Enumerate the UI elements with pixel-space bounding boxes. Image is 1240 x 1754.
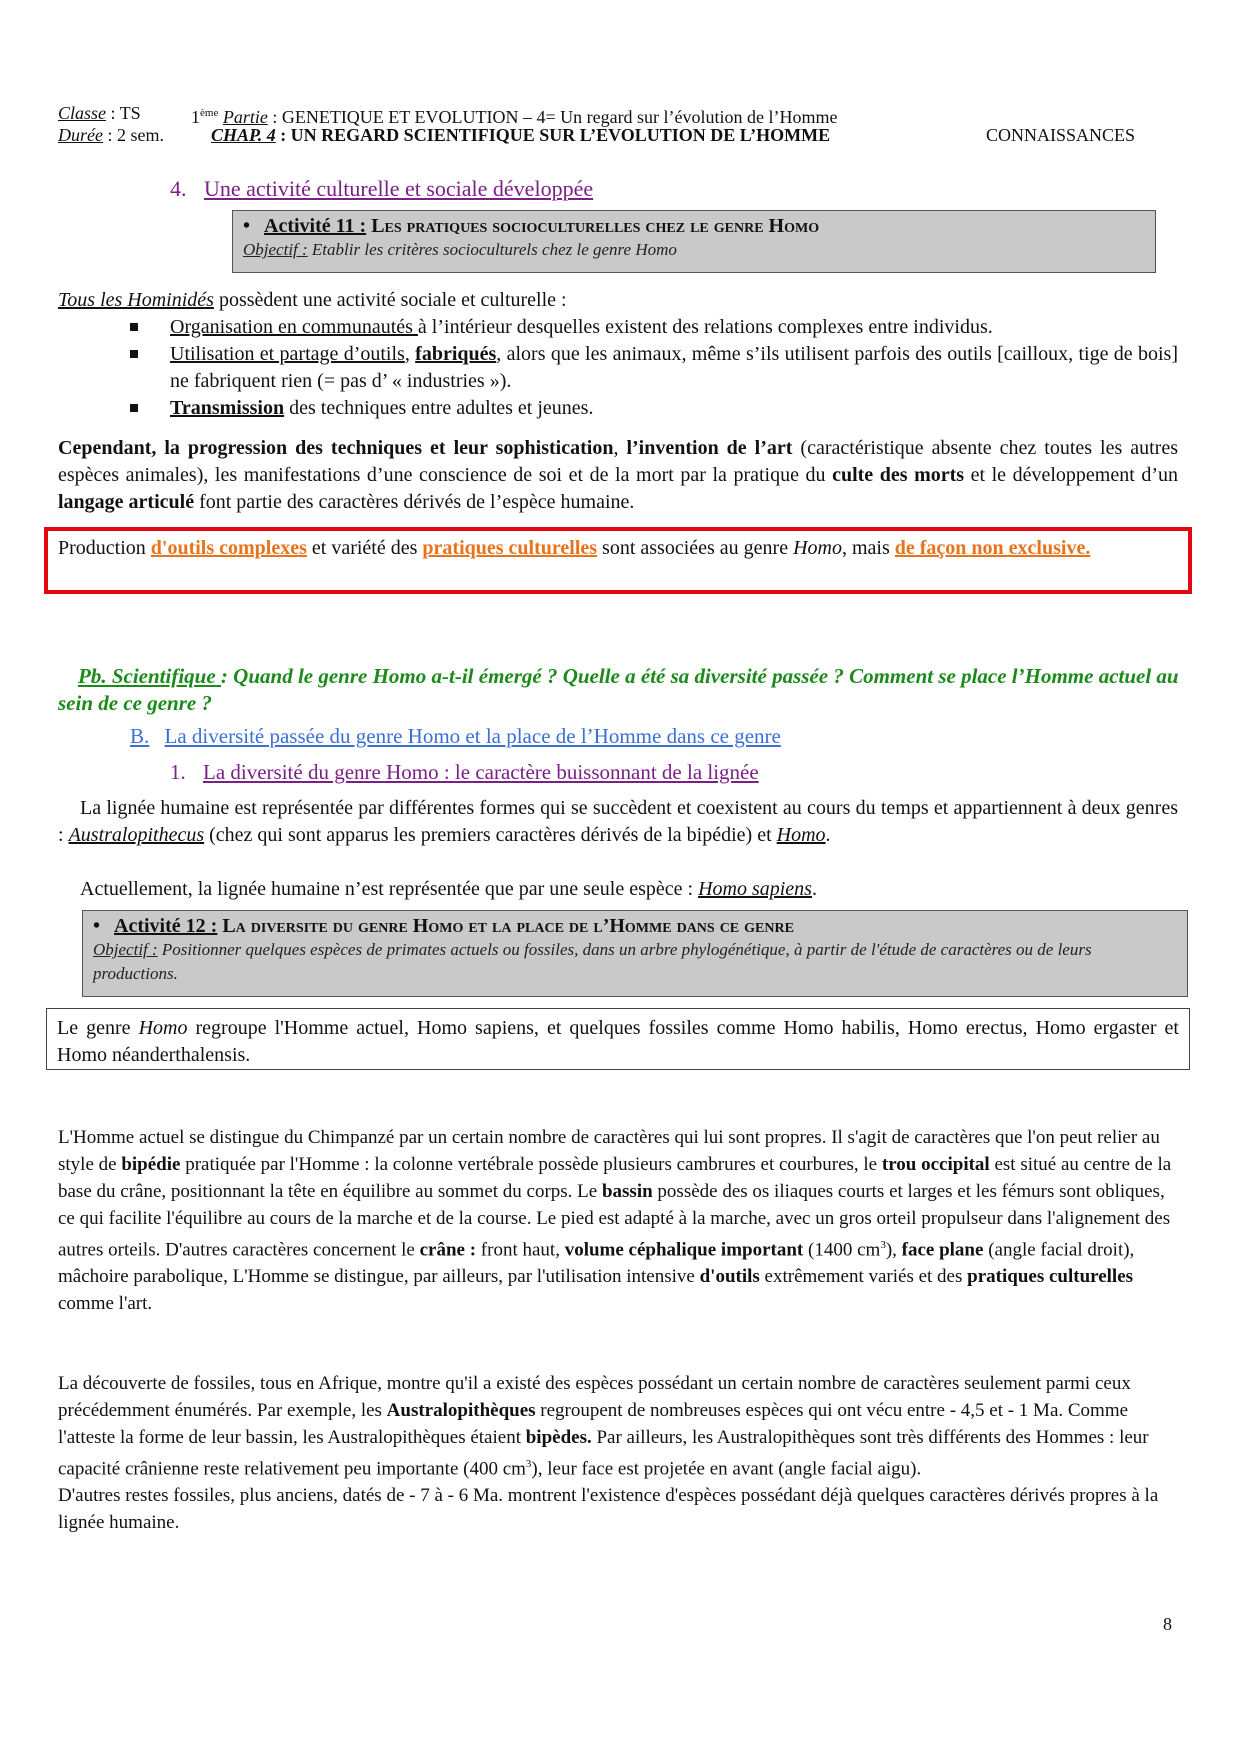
text-run: La découverte de fossiles, tous en Afrique, montre qu'il a existé des espèces possédant un certain nombre de caractères seulement parmi ceux précédemment énumérés. Par exemple, les — [58, 1373, 1131, 1421]
activity-12-bullet: • — [93, 915, 101, 937]
genus-name: Homo — [793, 537, 842, 559]
chap-title: : UN REGARD SCIENTIFIQUE SUR L’EVOLUTION DE L’HOMME — [275, 125, 831, 145]
list-item-underlined: Utilisation et partage d’outils — [170, 343, 405, 365]
highlight-phrase: de façon non exclusive. — [894, 537, 1091, 559]
text-run: , mais — [841, 537, 895, 559]
square-bullet-icon — [130, 350, 138, 358]
list-item-comma: , — [404, 343, 416, 365]
activity-12-objective-text: Positionner quelques espèces de primates actuels ou fossiles, dans un arbre phylogénétique, à partir de l'étude de caractères ou de leurs productions. — [93, 940, 1092, 983]
text-run: et variété des — [306, 537, 423, 559]
bold-phrase: Australopithèques — [386, 1400, 536, 1421]
text-run: et le développement d’un — [964, 464, 1179, 486]
text-run: Par ailleurs, les Australopithèques sont très différents des Hommes : leur capacité crânienne reste relativement peu importante (400 cm — [58, 1427, 1149, 1480]
text-run: L'Homme actuel se distingue du Chimpanzé par un certain nombre de caractères qui lui sont propres. Il s'agit de caractères que l'on peut relier au style de — [58, 1127, 1160, 1175]
bold-phrase: culte des morts — [832, 464, 965, 486]
text-run: . — [825, 824, 831, 846]
highlight-phrase: d'outils complexes — [150, 537, 307, 559]
cependant-paragraph — [58, 435, 1178, 516]
activity-11-title: Les pratiques socioculturelles chez le genre Homo — [366, 215, 820, 237]
section-b-number: B. — [130, 724, 150, 748]
activity-12-label: Activité 12 : — [114, 915, 218, 937]
list-item — [130, 395, 1178, 422]
bold-phrase: bipédie — [121, 1154, 181, 1175]
text-run: (1400 cm — [803, 1239, 881, 1261]
species-name: Homo sapiens — [698, 878, 812, 900]
activity-11-objective-text: Etablir les critères socioculturels chez le genre Homo — [307, 240, 677, 259]
text-run: possède des os iliaques courts et larges et les fémurs sont obliques, ce qui facilite l'équilibre au cours de la marche et de la course. Le pied est adapté à la marche, avec un gros orteil propulseur dans l'alignement des autres orteils. D'autres caractères concernent le — [58, 1181, 1171, 1261]
text-run: Le genre — [57, 1017, 139, 1039]
list-item — [130, 314, 1178, 341]
text-run: extrêmement variés et des — [759, 1266, 968, 1288]
text-run: D'autres restes fossiles, plus anciens, datés de - 7 à - 6 Ma. montrent l'existence d'espèces possédant déjà quelques caractères dérivés propres à la lignée humaine. — [58, 1485, 1159, 1534]
activity-12-box — [82, 910, 1188, 997]
production-red-box — [44, 527, 1192, 594]
partie-label: Partie — [222, 107, 268, 127]
genus-name: Australopithecus — [68, 824, 205, 846]
bold-phrase: langage articulé — [58, 491, 195, 513]
bold-phrase: face plane — [901, 1239, 984, 1261]
classe-value: : TS — [106, 103, 141, 123]
square-bullet-icon — [130, 323, 138, 331]
fossiles-paragraph — [58, 1370, 1183, 1536]
scientific-problem — [58, 663, 1188, 717]
list-item-bold: Transmission — [170, 397, 285, 419]
section-b-heading — [130, 724, 781, 749]
list-item-underlined: Organisation en communautés — [170, 316, 418, 338]
activity-11-box — [232, 210, 1156, 273]
text-run: regroupent de nombreuses espèces qui ont vécu entre - 4,5 et - 1 Ma. Comme l'atteste la forme de leur bassin, les Australopithèques étaient — [58, 1400, 1129, 1448]
text-run: regroupe l'Homme actuel, Homo sapiens, et quelques fossiles comme Homo habilis, Homo erectus, Homo ergaster et Homo néanderthalensis. — [57, 1017, 1179, 1066]
text-run: Production — [58, 537, 151, 559]
list-item-text: des techniques entre adultes et jeunes. — [284, 397, 594, 419]
bold-phrase: crâne : — [419, 1239, 477, 1261]
hominides-intro-text: possèdent une activité sociale et culturelle : — [213, 289, 567, 311]
scientific-problem-label: Pb. Scientifique — [78, 664, 221, 688]
activity-12-objective-label: Objectif : — [93, 940, 158, 959]
text-run: (caractéristique absente chez toutes les autres espèces animales), les manifestations d’une conscience de soi et de la mort par la pratique du — [58, 437, 1178, 486]
duree-value: : 2 sem. — [102, 125, 164, 145]
bold-phrase: volume céphalique important — [564, 1239, 804, 1261]
connaissances-label: CONNAISSANCES — [986, 125, 1136, 145]
activity-11-label: Activité 11 : — [264, 215, 367, 237]
list-item-text: , alors que les animaux, même s’ils utilisent parfois des outils [cailloux, tige de bois] ne fabriquent rien (= pas d’ « industries »). — [170, 343, 1179, 392]
section-1-heading — [170, 760, 759, 785]
section-b-title: La diversité passée du genre Homo et la place de l’Homme dans ce genre — [164, 724, 781, 748]
lignee-actuelle — [80, 876, 1180, 903]
bold-phrase: bassin — [601, 1181, 653, 1202]
bold-phrase: Cependant, la progression des techniques et leur sophistication — [58, 437, 614, 459]
list-item-text: à l’intérieur desquelles existent des relations complexes entre individus. — [417, 316, 993, 338]
text-run: , — [613, 437, 627, 459]
highlight-phrase: pratiques culturelles — [422, 537, 598, 559]
classe-label: Classe — [58, 103, 107, 123]
section-4-heading — [170, 176, 593, 202]
partie-text: : GENETIQUE ET EVOLUTION – 4= Un regard sur l’évolution de l’Homme — [267, 107, 838, 127]
bold-phrase: trou occipital — [881, 1154, 990, 1175]
text-run: pratiquée par l'Homme : la colonne vertébrale possède plusieurs cambrures et courbures, le — [180, 1154, 882, 1175]
text-run: (angle facial droit), mâchoire parabolique, L'Homme se distingue, par ailleurs, par l'utilisation intensive — [58, 1239, 1135, 1288]
bold-phrase: d'outils — [699, 1266, 760, 1288]
section-4-number: 4. — [170, 176, 187, 201]
superscript: 3 — [525, 1458, 532, 1470]
section-1-number: 1. — [170, 760, 186, 784]
definition-box — [46, 1008, 1190, 1070]
text-run: front haut, — [476, 1239, 565, 1261]
bold-phrase: bipèdes. — [525, 1427, 592, 1448]
square-bullet-icon — [130, 404, 138, 412]
text-run: (chez qui sont apparus les premiers caractères dérivés de la bipédie) et — [204, 824, 777, 846]
hominides-block — [58, 287, 1178, 422]
text-run: est situé au centre de la base du crâne, positionnant la tête en équilibre au sommet du corps. Le — [58, 1154, 1172, 1202]
bold-phrase: pratiques culturelles — [967, 1266, 1134, 1288]
list-item-bold: fabriqués — [415, 343, 497, 365]
page-number: 8 — [1163, 1614, 1172, 1634]
genus-name: Homo — [776, 824, 826, 846]
superscript: 3 — [880, 1239, 886, 1251]
activity-12-title: La diversite du genre Homo et la place de l’Homme dans ce genre — [217, 915, 794, 937]
text-run: sont associées au genre — [597, 537, 794, 559]
genus-name: Homo — [138, 1017, 188, 1039]
lignee-paragraph — [58, 795, 1178, 849]
section-4-title: Une activité culturelle et sociale développée — [204, 176, 594, 201]
hominides-list — [130, 314, 1178, 422]
activity-11-bullet: • — [243, 215, 251, 237]
activity-11-objective-label: Objectif : — [243, 240, 308, 259]
scientific-problem-text: : Quand le genre Homo a-t-il émergé ? Quelle a été sa diversité passée ? Comment se place l’Homme actuel au sein de ce genre ? — [58, 664, 1179, 715]
bold-phrase: l’invention de l’art — [626, 437, 793, 459]
text-run: font partie des caractères dérivés de l’espèce humaine. — [194, 491, 635, 513]
text-run: comme l'art. — [58, 1293, 153, 1315]
hominides-intro-underlined: Tous les Hominidés — [58, 289, 214, 311]
header — [58, 102, 1178, 146]
text-run: Actuellement, la lignée humaine n’est représentée que par une seule espèce : — [80, 878, 699, 900]
list-item — [130, 341, 1178, 395]
text-run: . — [811, 878, 817, 900]
partie-num: 1 — [191, 107, 200, 127]
homme-actuel-paragraph — [58, 1124, 1183, 1317]
text-run: ), leur face est projetée en avant (angle facial aigu). — [531, 1458, 922, 1480]
section-1-title: La diversité du genre Homo : le caractère buissonnant de la lignée — [203, 760, 759, 784]
chap-label: CHAP. 4 — [211, 125, 276, 145]
duree-label: Durée — [58, 125, 103, 145]
partie-sup: ème — [200, 107, 219, 119]
text-run: La lignée humaine est représentée par différentes formes qui se succèdent et coexistent au cours du temps et appartiennent à deux genres : — [58, 797, 1178, 846]
text-run: ), — [885, 1239, 902, 1261]
